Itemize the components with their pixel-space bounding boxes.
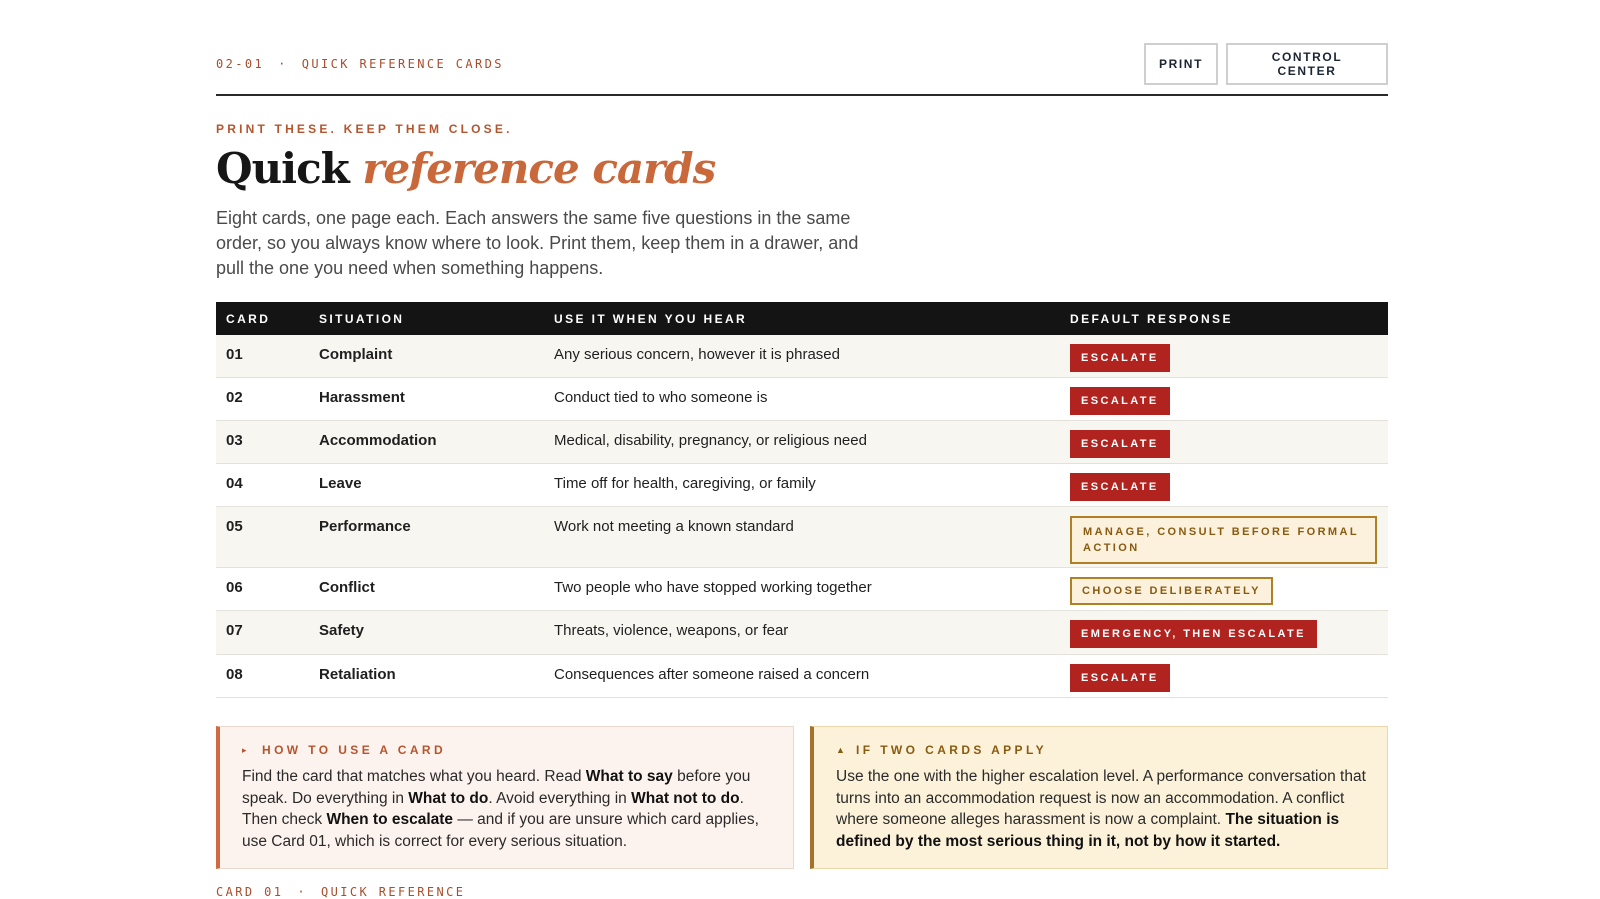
table-header-row bbox=[216, 302, 1388, 335]
choose-badge: CHOOSE DELIBERATELY bbox=[1070, 577, 1273, 605]
next-section-breadcrumb bbox=[216, 885, 465, 899]
use-when: Conduct tied to who someone is bbox=[544, 377, 1060, 420]
how-to-use-body bbox=[242, 766, 773, 852]
situation: Complaint bbox=[309, 335, 544, 377]
response-cell bbox=[1060, 463, 1388, 506]
emergency-badge: EMERGENCY, THEN ESCALATE bbox=[1070, 620, 1317, 648]
response-cell bbox=[1060, 335, 1388, 377]
how-text-5: — and if you are unsure which card applies, use Card 01, which is correct for every serious situation. bbox=[242, 811, 759, 850]
header-use-when: USE IT WHEN YOU HEAR bbox=[554, 311, 748, 326]
escalate-badge: ESCALATE bbox=[1070, 430, 1170, 458]
card-number: 07 bbox=[216, 610, 309, 654]
card-number: 04 bbox=[216, 463, 309, 506]
card-number: 08 bbox=[216, 654, 309, 697]
escalate-badge: ESCALATE bbox=[1070, 387, 1170, 415]
header-card: CARD bbox=[226, 311, 271, 326]
how-bold-what-to-do: What to do bbox=[408, 789, 489, 807]
how-text-1: Find the card that matches what you heard. Read bbox=[242, 768, 586, 785]
situation: Conflict bbox=[309, 567, 544, 610]
table-row[interactable] bbox=[216, 377, 1388, 420]
two-cards-title: IF TWO CARDS APPLY bbox=[856, 743, 1047, 757]
table-row[interactable] bbox=[216, 463, 1388, 506]
table-row[interactable] bbox=[216, 335, 1388, 377]
table-row[interactable] bbox=[216, 567, 1388, 610]
header-default-response: DEFAULT RESPONSE bbox=[1070, 311, 1233, 326]
card-number: 06 bbox=[216, 567, 309, 610]
situation: Retaliation bbox=[309, 654, 544, 697]
how-bold-what-not-to-do: What not to do bbox=[631, 789, 740, 807]
escalate-badge: ESCALATE bbox=[1070, 473, 1170, 501]
use-when: Threats, violence, weapons, or fear bbox=[544, 610, 1060, 654]
two-bold-conclusion: The situation is defined by the most serious thing in it, not by how it started. bbox=[836, 811, 1340, 850]
response-cell bbox=[1060, 420, 1388, 463]
page bbox=[216, 0, 1388, 899]
how-to-use-title: HOW TO USE A CARD bbox=[262, 743, 447, 757]
eyebrow: PRINT THESE. KEEP THEM CLOSE. bbox=[216, 122, 513, 136]
use-when: Medical, disability, pregnancy, or religious need bbox=[544, 420, 1060, 463]
use-when: Two people who have stopped working together bbox=[544, 567, 1060, 610]
two-cards-heading bbox=[836, 743, 1367, 757]
use-when: Work not meeting a known standard bbox=[544, 506, 1060, 567]
breadcrumb-code: 02-01 bbox=[216, 57, 265, 71]
table-row[interactable] bbox=[216, 654, 1388, 697]
print-button[interactable]: PRINT bbox=[1144, 43, 1218, 85]
situation: Safety bbox=[309, 610, 544, 654]
table-row[interactable] bbox=[216, 420, 1388, 463]
how-text-4: . Then check bbox=[242, 789, 744, 828]
response-cell bbox=[1060, 567, 1388, 610]
table-row[interactable] bbox=[216, 506, 1388, 567]
footer-crumb-code: CARD 01 bbox=[216, 885, 284, 899]
control-center-button[interactable]: CONTROL CENTER bbox=[1226, 43, 1388, 85]
cards-table bbox=[216, 302, 1388, 698]
use-when: Any serious concern, however it is phrased bbox=[544, 335, 1060, 377]
caret-right-icon: ▸ bbox=[242, 744, 250, 755]
response-cell bbox=[1060, 506, 1388, 567]
breadcrumb-separator: · bbox=[278, 57, 288, 71]
situation: Accommodation bbox=[309, 420, 544, 463]
how-to-use-heading bbox=[242, 743, 773, 757]
intro-text: Eight cards, one page each. Each answers the same five questions in the same order, so you always know where to look. Print them, keep them in a drawer, and pull the one you need when something happens. bbox=[216, 208, 859, 278]
breadcrumb-title: QUICK REFERENCE CARDS bbox=[301, 57, 504, 71]
situation: Harassment bbox=[309, 377, 544, 420]
two-cards-body bbox=[836, 766, 1367, 852]
use-when: Consequences after someone raised a concern bbox=[544, 654, 1060, 697]
response-cell bbox=[1060, 610, 1388, 654]
situation: Leave bbox=[309, 463, 544, 506]
table-row[interactable] bbox=[216, 610, 1388, 654]
how-text-2: before you speak. Do everything in bbox=[242, 768, 751, 807]
title-plain: Quick bbox=[216, 144, 349, 193]
response-cell bbox=[1060, 377, 1388, 420]
card-number: 03 bbox=[216, 420, 309, 463]
two-text-1: Use the one with the higher escalation level. A performance conversation that turns into an accommodation request is now an accommodation. A conflict where someone alleges harassment is now a complaint. bbox=[836, 768, 1366, 828]
top-actions bbox=[1144, 43, 1388, 85]
warning-triangle-icon: ▲ bbox=[836, 745, 849, 755]
footer-crumb-title: QUICK REFERENCE bbox=[321, 885, 466, 899]
manage-badge: MANAGE, CONSULT BEFORE FORMAL ACTION bbox=[1070, 516, 1377, 564]
page-title bbox=[216, 144, 715, 193]
how-bold-what-to-say: What to say bbox=[585, 768, 673, 785]
breadcrumb bbox=[216, 57, 504, 71]
top-bar bbox=[216, 0, 1388, 96]
how-bold-when-to-escalate: When to escalate bbox=[326, 811, 454, 828]
card-number: 01 bbox=[216, 335, 309, 377]
how-to-use-callout bbox=[216, 726, 794, 869]
use-when: Time off for health, caregiving, or family bbox=[544, 463, 1060, 506]
header-situation: SITUATION bbox=[319, 311, 405, 326]
footer-crumb-separator: · bbox=[297, 885, 307, 899]
situation: Performance bbox=[309, 506, 544, 567]
two-cards-callout bbox=[810, 726, 1388, 869]
escalate-badge: ESCALATE bbox=[1070, 664, 1170, 692]
card-number: 05 bbox=[216, 506, 309, 567]
card-number: 02 bbox=[216, 377, 309, 420]
how-text-3: . Avoid everything in bbox=[488, 789, 632, 807]
response-cell bbox=[1060, 654, 1388, 697]
escalate-badge: ESCALATE bbox=[1070, 344, 1170, 372]
title-accent: reference cards bbox=[362, 144, 716, 193]
